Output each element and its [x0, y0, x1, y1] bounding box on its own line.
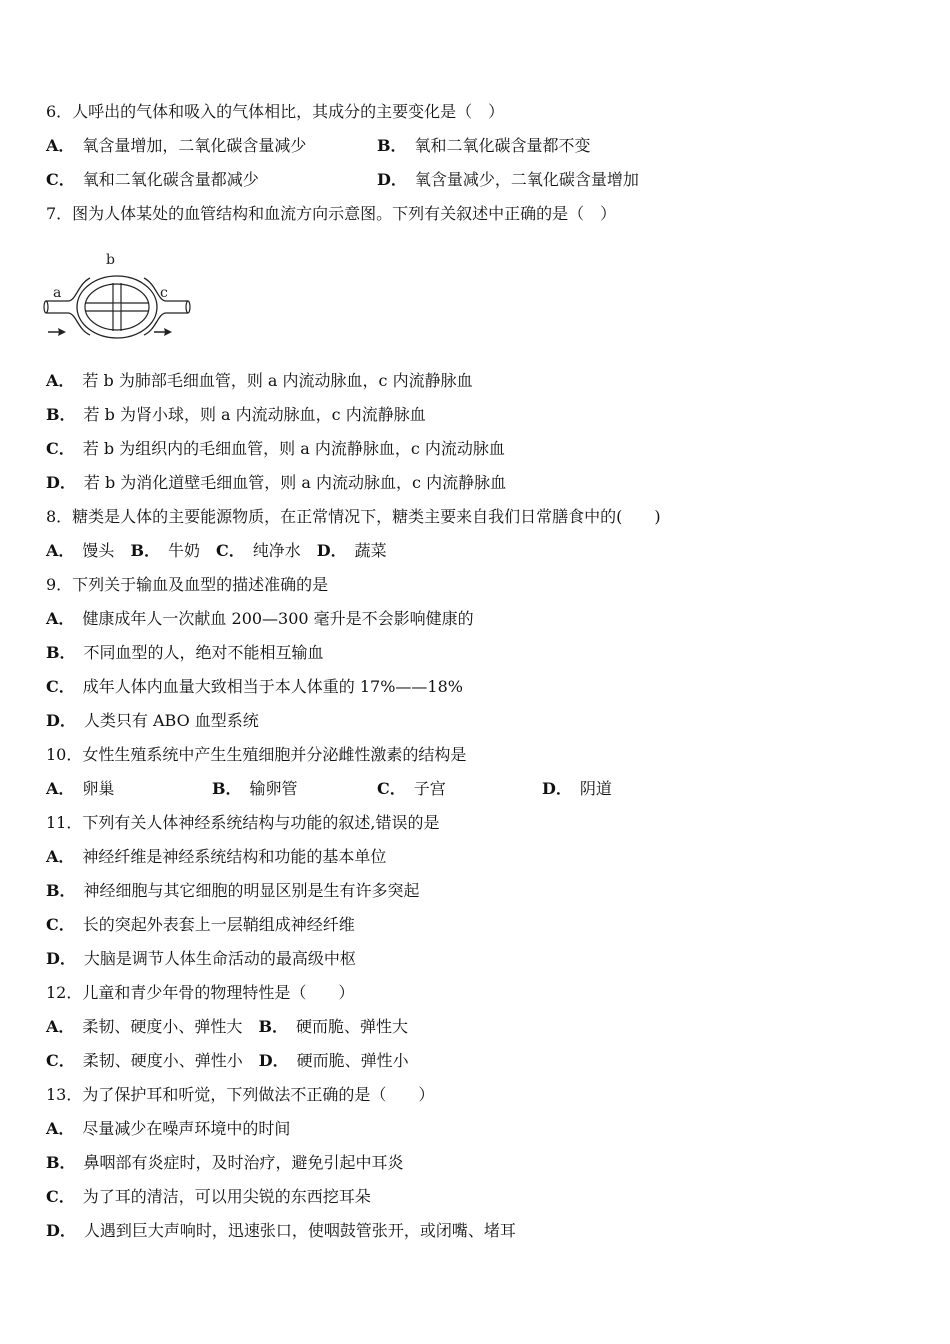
- q9-option-d: [46, 710, 259, 732]
- option-text: 氧和二氧化碳含量都不变: [414, 136, 591, 155]
- q7-option-d: [46, 472, 506, 494]
- option-text: 成年人体内血量大致相当于本人体重的 17%——18%: [82, 677, 463, 696]
- q12-stem: 12．儿童和青少年骨的物理特性是（ ）: [46, 983, 355, 1002]
- q9-option-b: [46, 642, 324, 664]
- option-text: 不同血型的人，绝对不能相互输血: [83, 643, 324, 662]
- option-label: C．: [46, 1187, 75, 1206]
- option-text: 大脑是调节人体生命活动的最高级中枢: [83, 949, 356, 968]
- option-text: 尽量减少在噪声环境中的时间: [82, 1119, 291, 1138]
- option-label: A．: [46, 136, 75, 155]
- q8-options: [46, 540, 387, 562]
- q9-stem: 9．下列关于输血及血型的描述准确的是: [46, 575, 329, 594]
- vessel-c-opening: [186, 301, 190, 313]
- q10-option-c: [377, 778, 446, 800]
- q10-option-b: [212, 778, 298, 800]
- q11-stem: 11．下列有关人体神经系统结构与功能的叙述,错误的是: [46, 813, 440, 832]
- q6-option-b: [377, 135, 591, 157]
- option-label: A．: [46, 847, 75, 866]
- option-text: 人遇到巨大声响时，迅速张口，使咽鼓管张开，或闭嘴、堵耳: [83, 1221, 516, 1240]
- q11-option-c: [46, 914, 355, 936]
- q7-option-b: [46, 404, 426, 426]
- option-text: 氧含量增加，二氧化碳含量减少: [82, 136, 307, 155]
- diagram-label-a: a: [53, 285, 62, 301]
- option-label: D．: [46, 949, 76, 968]
- option-text: 鼻咽部有炎症时，及时治疗，避免引起中耳炎: [83, 1153, 404, 1172]
- diagram-label-b: b: [106, 252, 115, 268]
- q6-option-d: [377, 169, 639, 191]
- option-label: C．: [46, 1051, 75, 1070]
- q11-option-a: [46, 846, 386, 868]
- option-text: 人类只有 ABO 血型系统: [83, 711, 259, 730]
- option-text: 神经细胞与其它细胞的明显区别是生有许多突起: [83, 881, 420, 900]
- option-text: 纯净水: [252, 541, 301, 560]
- option-label: B．: [46, 1153, 76, 1172]
- q13-option-b: [46, 1152, 404, 1174]
- q13-stem: 13．为了保护耳和听觉，下列做法不正确的是（ ）: [46, 1085, 435, 1104]
- option-label: A．: [46, 541, 75, 560]
- option-label: C．: [215, 541, 245, 560]
- option-label: A．: [46, 609, 75, 628]
- diagram-label-c: c: [160, 285, 168, 301]
- option-text: 牛奶: [167, 541, 200, 560]
- option-text: 神经纤维是神经系统结构和功能的基本单位: [82, 847, 387, 866]
- q7-stem: 7．图为人体某处的血管结构和血流方向示意图。下列有关叙述中正确的是（ ）: [46, 204, 617, 223]
- q12-options-ab: [46, 1016, 408, 1038]
- option-text: 柔韧、硬度小、弹性小: [82, 1051, 243, 1070]
- q13-option-c: [46, 1186, 371, 1208]
- vessel-a-opening: [44, 301, 48, 313]
- option-text: 硬而脆、弹性小: [296, 1051, 409, 1070]
- option-text: 长的突起外表套上一层鞘组成神经纤维: [82, 915, 355, 934]
- q12-options-cd: [46, 1050, 409, 1072]
- option-label: C．: [46, 170, 75, 189]
- option-label: D．: [46, 1221, 76, 1240]
- q13-option-a: [46, 1118, 290, 1140]
- option-label: D．: [258, 1051, 289, 1070]
- option-label: A．: [46, 1017, 75, 1036]
- q10-option-d: [542, 778, 612, 800]
- q7-option-c: [46, 438, 505, 460]
- option-label: B．: [377, 136, 407, 155]
- q8-stem: 8．糖类是人体的主要能源物质，在正常情况下，糖类主要来自我们日常膳食中的( ): [46, 507, 661, 526]
- q11-option-d: [46, 948, 356, 970]
- option-text: 卵巢: [82, 779, 115, 798]
- option-text: 输卵管: [249, 779, 298, 798]
- option-text: 若 b 为肺部毛细血管，则 a 内流动脉血，c 内流静脉血: [82, 371, 473, 390]
- option-label: D．: [316, 541, 347, 560]
- option-text: 若 b 为肾小球，则 a 内流动脉血，c 内流静脉血: [83, 405, 426, 424]
- q6-stem: 6．人呼出的气体和吸入的气体相比，其成分的主要变化是（ ）: [46, 102, 505, 121]
- option-label: C．: [46, 915, 75, 934]
- option-label: B．: [46, 405, 76, 424]
- option-text: 氧含量减少，二氧化碳含量增加: [414, 170, 639, 189]
- option-label: D．: [46, 711, 76, 730]
- q9-option-c: [46, 676, 463, 698]
- option-label: A．: [46, 1119, 75, 1138]
- flow-arrow-left-icon: [48, 328, 66, 336]
- q9-option-a: [46, 608, 474, 630]
- option-text: 健康成年人一次献血 200—300 毫升是不会影响健康的: [82, 609, 474, 628]
- option-text: 为了耳的清洁，可以用尖锐的东西挖耳朵: [82, 1187, 371, 1206]
- option-text: 氧和二氧化碳含量都减少: [82, 170, 259, 189]
- option-label: C．: [377, 779, 406, 798]
- flow-arrow-right-icon: [154, 328, 172, 336]
- option-label: D．: [377, 170, 407, 189]
- option-text: 蔬菜: [354, 541, 387, 560]
- q7-option-a: [46, 370, 473, 392]
- option-text: 柔韧、硬度小、弹性大: [82, 1017, 243, 1036]
- blood-vessel-diagram: [42, 250, 192, 350]
- option-text: 硬而脆、弹性大: [295, 1017, 408, 1036]
- option-label: A．: [46, 371, 75, 390]
- q11-option-b: [46, 880, 420, 902]
- option-label: B．: [212, 779, 242, 798]
- option-text: 阴道: [579, 779, 612, 798]
- option-label: C．: [46, 677, 75, 696]
- option-label: B．: [258, 1017, 288, 1036]
- option-label: B．: [46, 643, 76, 662]
- q6-option-c: [46, 169, 259, 191]
- option-text: 子宫: [413, 779, 446, 798]
- option-label: A．: [46, 779, 75, 798]
- q10-stem: 10．女性生殖系统中产生生殖细胞并分泌雌性激素的结构是: [46, 745, 467, 764]
- option-label: B．: [130, 541, 160, 560]
- option-label: D．: [46, 473, 76, 492]
- option-text: 馒头: [82, 541, 115, 560]
- option-text: 若 b 为消化道壁毛细血管，则 a 内流动脉血，c 内流静脉血: [83, 473, 507, 492]
- q10-option-a: [46, 778, 114, 800]
- option-label: D．: [542, 779, 572, 798]
- q6-option-a: [46, 135, 306, 157]
- option-label: C．: [46, 439, 75, 458]
- option-label: B．: [46, 881, 76, 900]
- option-text: 若 b 为组织内的毛细血管，则 a 内流静脉血，c 内流动脉血: [82, 439, 505, 458]
- q13-option-d: [46, 1220, 516, 1242]
